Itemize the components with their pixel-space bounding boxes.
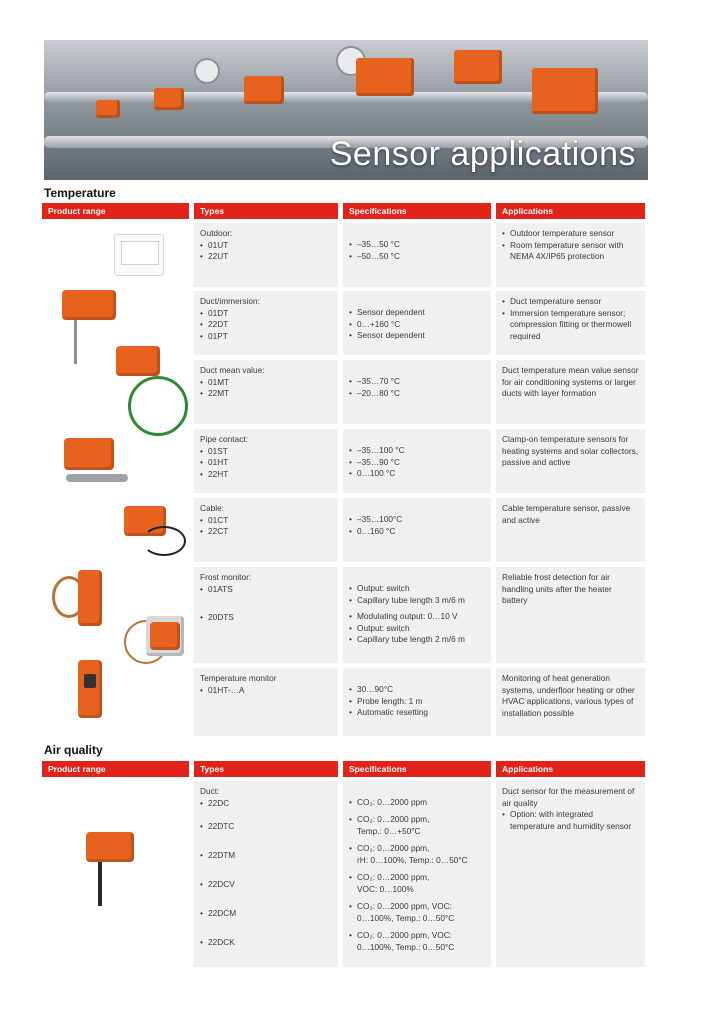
header-specifications: Specifications [343, 761, 491, 777]
actuator-graphic [96, 100, 120, 118]
type-item: • 22DT [200, 319, 332, 331]
spec-item: • 30…90°C [349, 684, 485, 696]
outdoor-sensor-image [114, 234, 164, 276]
spec-item: • –35…50 °C [349, 239, 485, 251]
applications-cell [496, 429, 645, 493]
type-item: • 22DCK [200, 937, 332, 949]
type-title: Duct: [200, 786, 220, 796]
type-item: • 01PT [200, 331, 332, 343]
type-item: • 22MT [200, 388, 332, 400]
types-cell [194, 567, 338, 663]
actuator-graphic [532, 68, 598, 114]
specs-cell [343, 567, 491, 663]
specs-cell [343, 781, 491, 967]
type-item: • 01ATS [200, 584, 332, 596]
types-cell [194, 429, 338, 493]
types-cell [194, 223, 338, 287]
header-product-range: Product range [42, 203, 189, 219]
specs-cell [343, 498, 491, 562]
type-item: • 22DTM [200, 850, 332, 879]
type-item: • 22CT [200, 526, 332, 538]
spec-item: • Modulating output: 0…10 V [349, 611, 485, 623]
spec-item: • 0…100 °C [349, 468, 485, 480]
spec-item: • Automatic resetting [349, 707, 485, 719]
spec-item: • Capillary tube length 2 m/6 m [349, 634, 485, 646]
spec-item: • Sensor dependent [349, 307, 485, 319]
pipe-contact-sensor-image [62, 436, 132, 492]
type-item: • 22DC [200, 798, 332, 821]
spec-item: • –35…100 °C [349, 445, 485, 457]
types-cell [194, 498, 338, 562]
actuator-graphic [244, 76, 284, 104]
app-text: Cable temperature sensor, passive and active [502, 503, 631, 525]
spec-item: • CO₂: 0…2000 ppm, VOC: 0…100% [349, 872, 485, 901]
app-text: Duct temperature mean value sensor for air conditioning systems or larger ducts with layer formation [502, 365, 639, 398]
header-applications: Applications [496, 203, 645, 219]
types-cell [194, 360, 338, 424]
app-text: Reliable frost detection for air handling units after the heater battery [502, 572, 612, 605]
type-item: • 22HT [200, 469, 332, 481]
type-item: • 22DCV [200, 879, 332, 908]
type-item: • 01MT [200, 377, 332, 389]
frost-monitor-image [52, 570, 104, 642]
applications-cell [496, 291, 645, 355]
frost-monitor-2-image [124, 616, 188, 666]
actuator-graphic [454, 50, 502, 84]
applications-cell [496, 360, 645, 424]
app-text: Clamp-on temperature sensors for heating systems and solar collectors, passive and active [502, 434, 639, 467]
spec-item: • Output: switch [349, 583, 485, 595]
spec-item: • Probe length: 1 m [349, 696, 485, 708]
spec-item: • 0…+160 °C [349, 319, 485, 331]
type-title: Cable: [200, 503, 224, 513]
specs-cell [343, 668, 491, 736]
hero-title: Sensor applications [329, 135, 636, 173]
spec-item: • Sensor dependent [349, 330, 485, 342]
spec-item: • Capillary tube length 3 m/6 m [349, 595, 485, 607]
type-title: Duct mean value: [200, 365, 265, 375]
type-item: • 01HT-…A [200, 685, 332, 697]
header-product-range: Product range [42, 761, 189, 777]
types-cell [194, 781, 338, 967]
app-item: • Room temperature sensor with NEMA 4X/IP65 protection [502, 240, 639, 263]
type-item: • 01CT [200, 515, 332, 527]
applications-cell [496, 223, 645, 287]
applications-cell [496, 498, 645, 562]
type-title: Frost monitor: [200, 572, 252, 582]
header-types: Types [194, 761, 338, 777]
app-item: • Option: with integrated temperature and humidity sensor [502, 809, 639, 832]
header-specifications: Specifications [343, 203, 491, 219]
spec-item: • –50…50 °C [349, 251, 485, 263]
spec-item: • CO₂: 0…2000 ppm, VOC: 0…100%, Temp.: 0…50°C [349, 901, 485, 930]
app-item: • Duct temperature sensor [502, 296, 639, 308]
gauge-graphic [194, 58, 220, 84]
spec-item: • CO₂: 0…2000 ppm, rH: 0…100%, Temp.: 0…50°C [349, 843, 485, 872]
spec-item: • 0…160 °C [349, 526, 485, 538]
type-item: • 22DTC [200, 821, 332, 850]
section-title-air-quality: Air quality [44, 743, 103, 757]
spec-item: • –35…90 °C [349, 457, 485, 469]
hero-banner [44, 40, 648, 180]
type-title: Pipe contact: [200, 434, 248, 444]
specs-cell [343, 360, 491, 424]
actuator-graphic [154, 88, 184, 110]
air-quality-sensor-image [86, 828, 142, 910]
type-item: • 22DCM [200, 908, 332, 937]
type-title: Temperature monitor [200, 673, 277, 683]
cable-sensor-image [118, 500, 198, 560]
header-types: Types [194, 203, 338, 219]
type-item: • 01ST [200, 446, 332, 458]
spec-item: • CO₂: 0…2000 ppm [349, 797, 485, 814]
applications-cell [496, 668, 645, 736]
specs-cell [343, 429, 491, 493]
type-item: • 01HT [200, 457, 332, 469]
spec-item: • –20…80 °C [349, 388, 485, 400]
header-applications: Applications [496, 761, 645, 777]
spec-item: • Output: switch [349, 623, 485, 635]
actuator-graphic [356, 58, 414, 96]
applications-cell [496, 567, 645, 663]
section-title-temperature: Temperature [44, 186, 116, 200]
type-item: • 20DTS [200, 612, 332, 624]
types-cell [194, 668, 338, 736]
type-title: Duct/immersion: [200, 296, 260, 306]
type-item: • 22UT [200, 251, 332, 263]
type-item: • 01DT [200, 308, 332, 320]
specs-cell [343, 223, 491, 287]
app-item: • Outdoor temperature sensor [502, 228, 639, 240]
app-text: Monitoring of heat generation systems, underfloor heating or other HVAC applications, various types of installation possible [502, 673, 635, 718]
specs-cell [343, 291, 491, 355]
type-item: • 01UT [200, 240, 332, 252]
type-title: Outdoor: [200, 228, 233, 238]
spec-item: • –35…70 °C [349, 376, 485, 388]
duct-mean-value-sensor-image [112, 342, 192, 434]
applications-cell [496, 781, 645, 967]
app-text: Duct sensor for the measurement of air quality [502, 786, 635, 808]
spec-item: • CO₂: 0…2000 ppm, Temp.: 0…+50°C [349, 814, 485, 843]
temperature-monitor-image [78, 660, 104, 720]
types-cell [194, 291, 338, 355]
spec-item: • CO₂: 0…2000 ppm, VOC: 0…100%, Temp.: 0…50°C [349, 930, 485, 953]
app-item: • Immersion temperature sensor; compression fitting or thermowell required [502, 308, 639, 343]
spec-item: • –35…100°C [349, 514, 485, 526]
